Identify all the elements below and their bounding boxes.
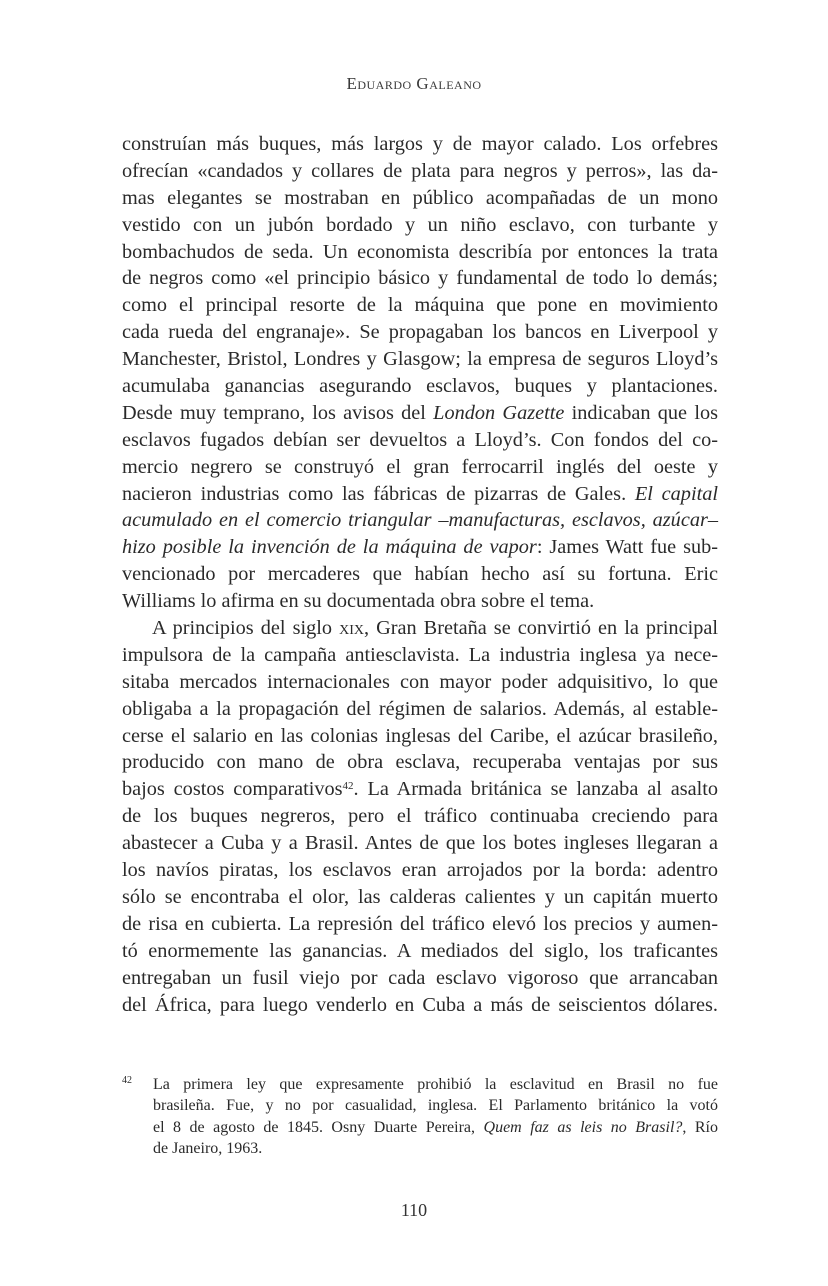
text-line	[122, 427, 718, 454]
text-line-content	[122, 427, 718, 454]
text-run: vencionado por mercaderes que habían hecho así su fortuna. Eric	[122, 563, 718, 586]
text-line-content	[122, 265, 718, 292]
text-line-content	[122, 454, 718, 481]
text-run: de Janeiro, 1963.	[153, 1139, 263, 1157]
text-run: Desde muy temprano, los avisos del	[122, 401, 434, 424]
text-line	[122, 185, 718, 212]
text-run: , Río	[682, 1118, 718, 1136]
text-line-content	[122, 507, 718, 534]
text-line	[122, 239, 718, 266]
text-line-content	[122, 185, 718, 212]
text-run: construían más buques, más largos y de mayor calado. Los orfebres	[122, 133, 718, 155]
text-line-content	[122, 884, 718, 911]
text-run: , Gran Bretaña se convirtió en la principal	[363, 617, 718, 640]
text-line-content	[122, 696, 718, 723]
text-run: bajos costos comparativos	[122, 778, 343, 801]
text-line	[122, 884, 718, 911]
text-line	[122, 292, 718, 319]
text-line	[122, 830, 718, 857]
footnote-marker: 42	[122, 1075, 132, 1086]
text-line-content	[122, 911, 718, 938]
text-run: producido con mano de obra esclava, recuperaba ventajas por sus	[122, 751, 718, 774]
running-header: Eduardo Galeano	[346, 74, 482, 93]
text-run: sitaba mercados internacionales con mayor poder adquisitivo, lo que	[122, 670, 718, 693]
text-line	[122, 749, 718, 776]
text-line-content	[122, 212, 718, 239]
text-run: de los buques negreros, pero el tráfico continuaba creciendo para	[122, 805, 718, 828]
text-line	[122, 319, 718, 346]
italic-text: El capital	[634, 482, 718, 505]
text-line	[122, 803, 718, 830]
text-run: vestido con un jubón bordado y un niño esclavo, con turbante y	[122, 213, 718, 236]
text-line	[122, 507, 718, 534]
text-line-content	[122, 346, 718, 373]
footnote-body	[153, 1074, 718, 1159]
text-line-content	[122, 992, 718, 1019]
text-run: mercio negrero se construyó el gran ferrocarril inglés del oeste y	[122, 455, 718, 478]
text-run: cerse el salario en las colonias inglesas del Caribe, el azúcar brasileño,	[122, 724, 718, 747]
footnote-line	[153, 1095, 718, 1116]
text-run: el 8 de agosto de 1845. Osny Duarte Pereira,	[153, 1118, 484, 1136]
footnote-line	[153, 1074, 718, 1095]
text-line-content	[122, 938, 718, 965]
text-line-content	[122, 723, 718, 750]
text-run: acumulaba ganancias asegurando esclavos, buques y plantaciones.	[122, 375, 718, 398]
text-run: esclavos fugados debían ser devueltos a Lloyd’s. Con fondos del co-	[122, 428, 718, 451]
text-run: sólo se encontraba el olor, las calderas calientes y un capitán muerto	[122, 885, 718, 908]
text-run: nacieron industrias como las fábricas de pizarras de Gales.	[122, 482, 635, 505]
text-run: : James Watt fue sub-	[536, 536, 718, 559]
text-run: obligaba a la propagación del régimen de salarios. Además, al estable-	[122, 697, 718, 720]
text-line	[122, 696, 718, 723]
text-run: Williams lo afirma en su documentada obra sobre el tema.	[122, 590, 595, 613]
text-line	[122, 534, 718, 561]
text-line	[122, 857, 718, 884]
text-line-content	[122, 588, 718, 615]
text-line-content	[122, 830, 718, 857]
text-run: indicaban que los	[564, 401, 718, 424]
text-line-content	[122, 803, 718, 830]
text-line-content	[122, 857, 718, 884]
text-line-content	[122, 561, 718, 588]
text-line-content	[122, 400, 718, 427]
text-line	[122, 212, 718, 239]
text-line-content	[122, 158, 718, 185]
text-run: Manchester, Bristol, Londres y Glasgow; la empresa de seguros Lloyd’s	[122, 348, 718, 371]
text-line	[122, 265, 718, 292]
text-line	[122, 400, 718, 427]
text-line	[122, 561, 718, 588]
text-run: abastecer a Cuba y a Brasil. Antes de que los botes ingleses llegaran a	[122, 832, 718, 855]
text-line-content	[122, 642, 718, 669]
text-run: mas elegantes se mostraban en público acompañadas de un mono	[122, 186, 718, 209]
text-line-content	[122, 534, 718, 561]
text-line	[122, 373, 718, 400]
text-line-content	[152, 615, 718, 642]
text-run: impulsora de la campaña antiesclavista. La industria inglesa ya nece-	[122, 643, 718, 666]
text-run: cada rueda del engranaje». Se propagaban los bancos en Liverpool y	[122, 321, 718, 344]
footnote-line	[153, 1138, 718, 1159]
text-line-content	[122, 965, 718, 992]
text-run: bombachudos de seda. Un economista describía por entonces la trata	[122, 240, 718, 263]
body-text	[122, 131, 718, 1018]
small-caps-text: xix	[339, 617, 364, 640]
text-line	[122, 158, 718, 185]
text-line	[122, 669, 718, 696]
text-line	[122, 481, 718, 508]
text-line-content	[122, 669, 718, 696]
page-number: 110	[400, 1200, 428, 1220]
italic-text: London Gazette	[433, 401, 565, 424]
text-run: de risa en cubierta. La represión del tráfico elevó los precios y aumen-	[122, 912, 718, 935]
text-run: de negros como «el principio básico y fundamental de todo lo demás;	[122, 267, 718, 290]
text-line	[122, 911, 718, 938]
text-line	[122, 588, 718, 615]
text-line	[122, 723, 718, 750]
text-line-content	[122, 749, 718, 776]
text-run: entregaban un fusil viejo por cada esclavo vigoroso que arrancaban	[122, 966, 718, 989]
text-line	[122, 776, 718, 803]
text-line-content	[122, 319, 718, 346]
text-run: ofrecían «candados y collares de plata para negros y perros», las da-	[122, 159, 718, 182]
text-line-content	[122, 481, 718, 508]
italic-text: Quem faz as leis no Brasil?	[483, 1118, 683, 1136]
text-line	[122, 992, 718, 1019]
text-line	[122, 131, 718, 158]
text-line-content	[122, 776, 718, 803]
italic-text: acumulado en el comercio triangular –manufacturas, esclavos, azúcar–	[122, 509, 718, 532]
footnote-line	[153, 1117, 718, 1138]
text-run: del África, para luego venderlo en Cuba a más de seiscientos dólares.	[122, 993, 718, 1016]
text-line-content	[122, 373, 718, 400]
text-line	[122, 346, 718, 373]
text-run: La primera ley que expresamente prohibió la esclavitud en Brasil no fue	[153, 1076, 718, 1093]
text-line	[122, 454, 718, 481]
text-run: A principios del siglo	[152, 617, 340, 640]
text-run: los navíos piratas, los esclavos eran arrojados por la borda: adentro	[122, 859, 718, 882]
text-run: brasileña. Fue, y no por casualidad, inglesa. El Parlamento británico la votó	[153, 1097, 718, 1115]
text-line-content	[122, 131, 718, 158]
text-run: . La Armada británica se lanzaba al asalto	[353, 778, 719, 801]
text-run: como el principal resorte de la máquina que pone en movimiento	[122, 294, 718, 317]
italic-text: hizo posible la invención de la máquina de vapor	[122, 536, 537, 559]
text-line	[122, 965, 718, 992]
text-run: tó enormemente las ganancias. A mediados del siglo, los traficantes	[122, 939, 718, 962]
text-line-content	[122, 292, 718, 319]
footnote-reference[interactable]: 42	[342, 780, 354, 793]
text-line	[122, 615, 718, 642]
text-line	[122, 938, 718, 965]
text-line-content	[122, 239, 718, 266]
text-line	[122, 642, 718, 669]
